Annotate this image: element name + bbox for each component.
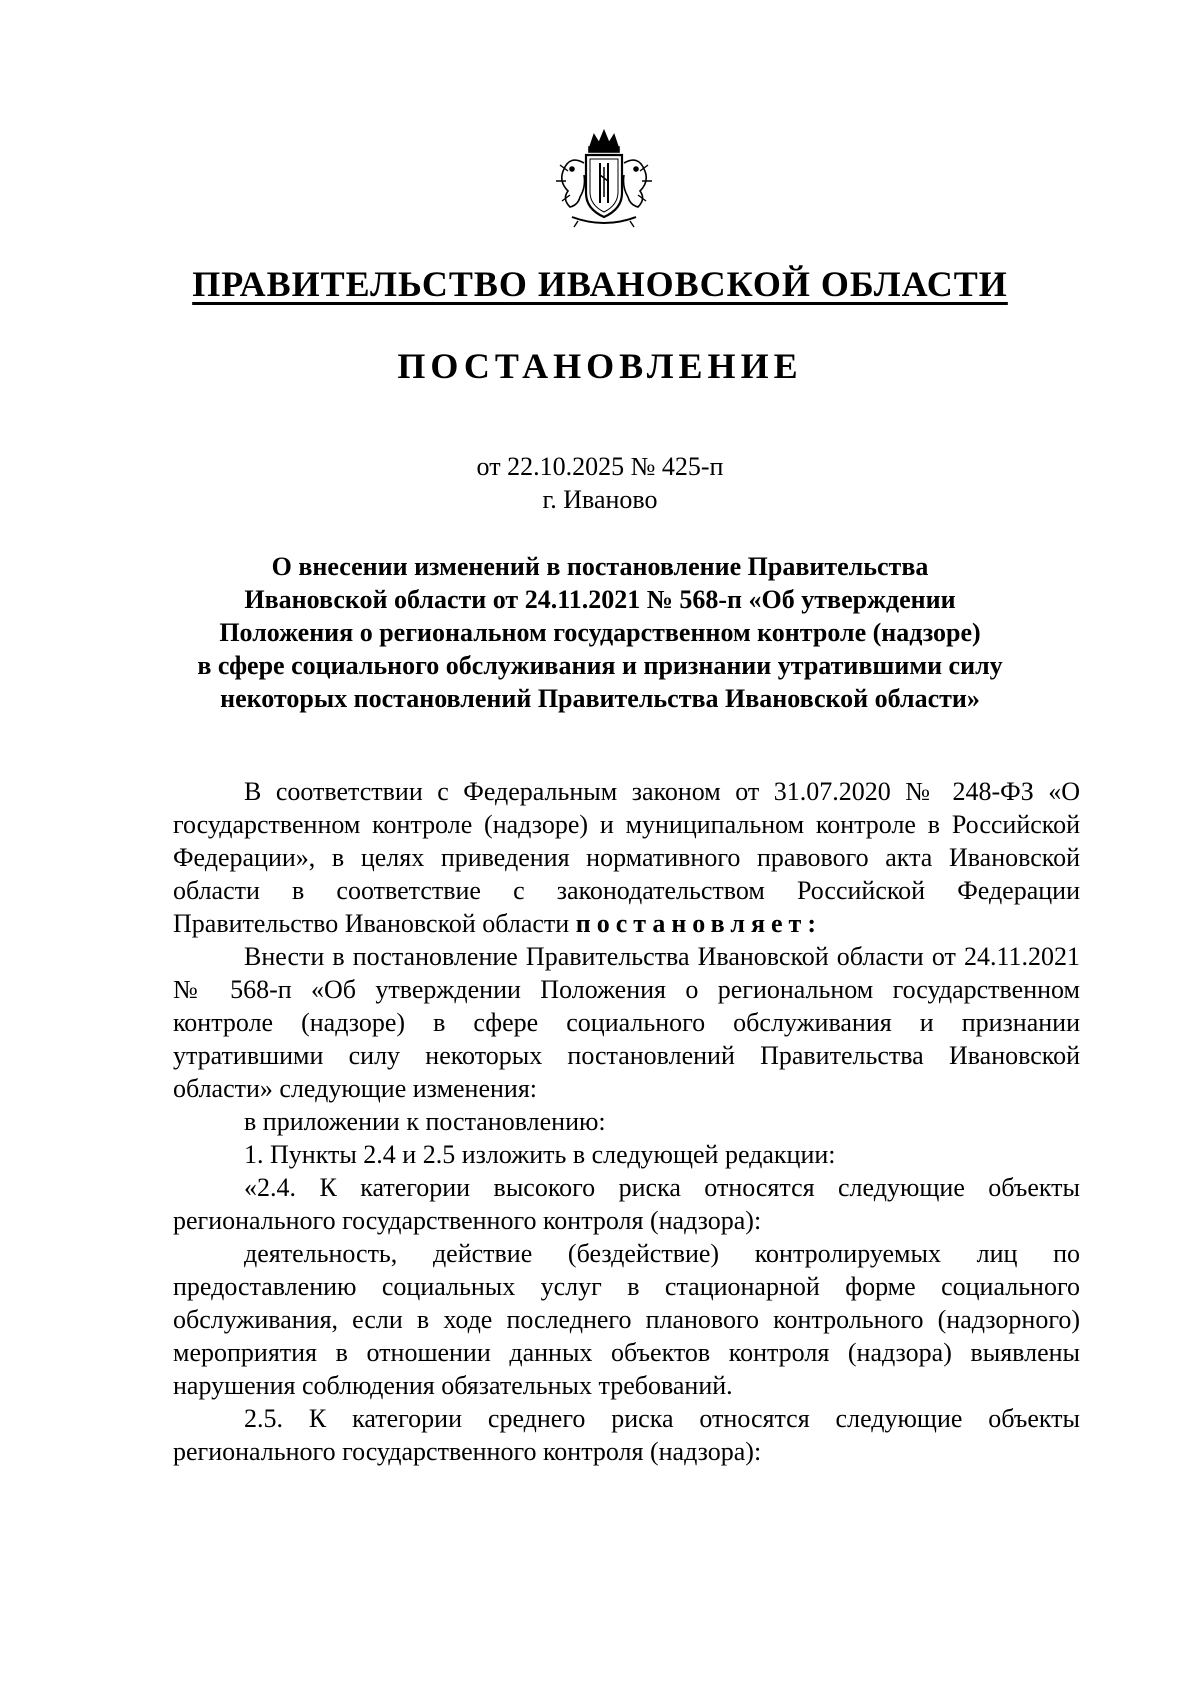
document-city: г. Иваново xyxy=(542,485,658,514)
subject-line: Положения о региональном государственном контроле (надзоре) xyxy=(219,618,981,647)
document-date-number: от 22.10.2025 № 425-п xyxy=(476,452,724,481)
subject-line: О внесении изменений в постановление Правительства xyxy=(271,552,929,581)
body-paragraph: 1. Пункты 2.4 и 2.5 изложить в следующей редакции: xyxy=(244,1140,836,1169)
body-paragraph: Внести в постановление Правительства Ивановской области от 24.11.2021 № 568-п «Об утверждении Положения о региональном государственном контроле (надзоре) в сфере социального обслуживания и признании утратившими силу некоторых постановлений Правительства Ивановской области» следующие изменения: xyxy=(173,942,1080,1103)
document-subject xyxy=(170,550,1030,715)
subject-line: некоторых постановлений Правительства Ивановской области» xyxy=(220,684,980,713)
preamble-text: В соответствии с Федеральным законом от 31.07.2020 № 248-ФЗ «О государственном контроле (надзоре) и муниципальном контроле в Российской Федерации», в целях приведения нормативного правового акта Ивановской области в соответствие с законодательством Российской Федерации Правительство Ивановской области xyxy=(173,777,1080,938)
coat-of-arms-emblem xyxy=(550,125,658,233)
document-type: ПОСТАНОВЛЕНИЕ xyxy=(397,346,803,386)
organization-title-text: ПРАВИТЕЛЬСТВО ИВАНОВСКОЙ ОБЛАСТИ xyxy=(192,264,1008,304)
subject-line: Ивановской области от 24.11.2021 № 568-п «Об утверждении xyxy=(244,585,956,614)
document-body xyxy=(173,775,1080,1468)
subject-line: в сфере социального обслуживания и признании утратившими силу xyxy=(197,651,1003,680)
body-paragraph: 2.5. К категории среднего риска относятся следующие объекты регионального государственного контроля (надзора): xyxy=(173,1404,1080,1466)
body-paragraph: в приложении к постановлению: xyxy=(244,1107,606,1136)
body-paragraph-preamble xyxy=(173,775,1080,940)
organization-title xyxy=(0,262,1200,306)
body-paragraph: «2.4. К категории высокого риска относятся следующие объекты регионального государственного контроля (надзора): xyxy=(173,1173,1080,1235)
body-paragraph: деятельность, действие (бездействие) контролируемых лиц по предоставлению социальных услуг в стационарной форме социального обслуживания, если в ходе последнего планового контрольного (надзорного) мероприятия в отношении данных объектов контроля (надзора) выявлены нарушения соблюдения обязательных требований. xyxy=(173,1239,1080,1400)
decree-keyword: постановляет: xyxy=(575,909,822,938)
document-meta xyxy=(450,450,750,516)
